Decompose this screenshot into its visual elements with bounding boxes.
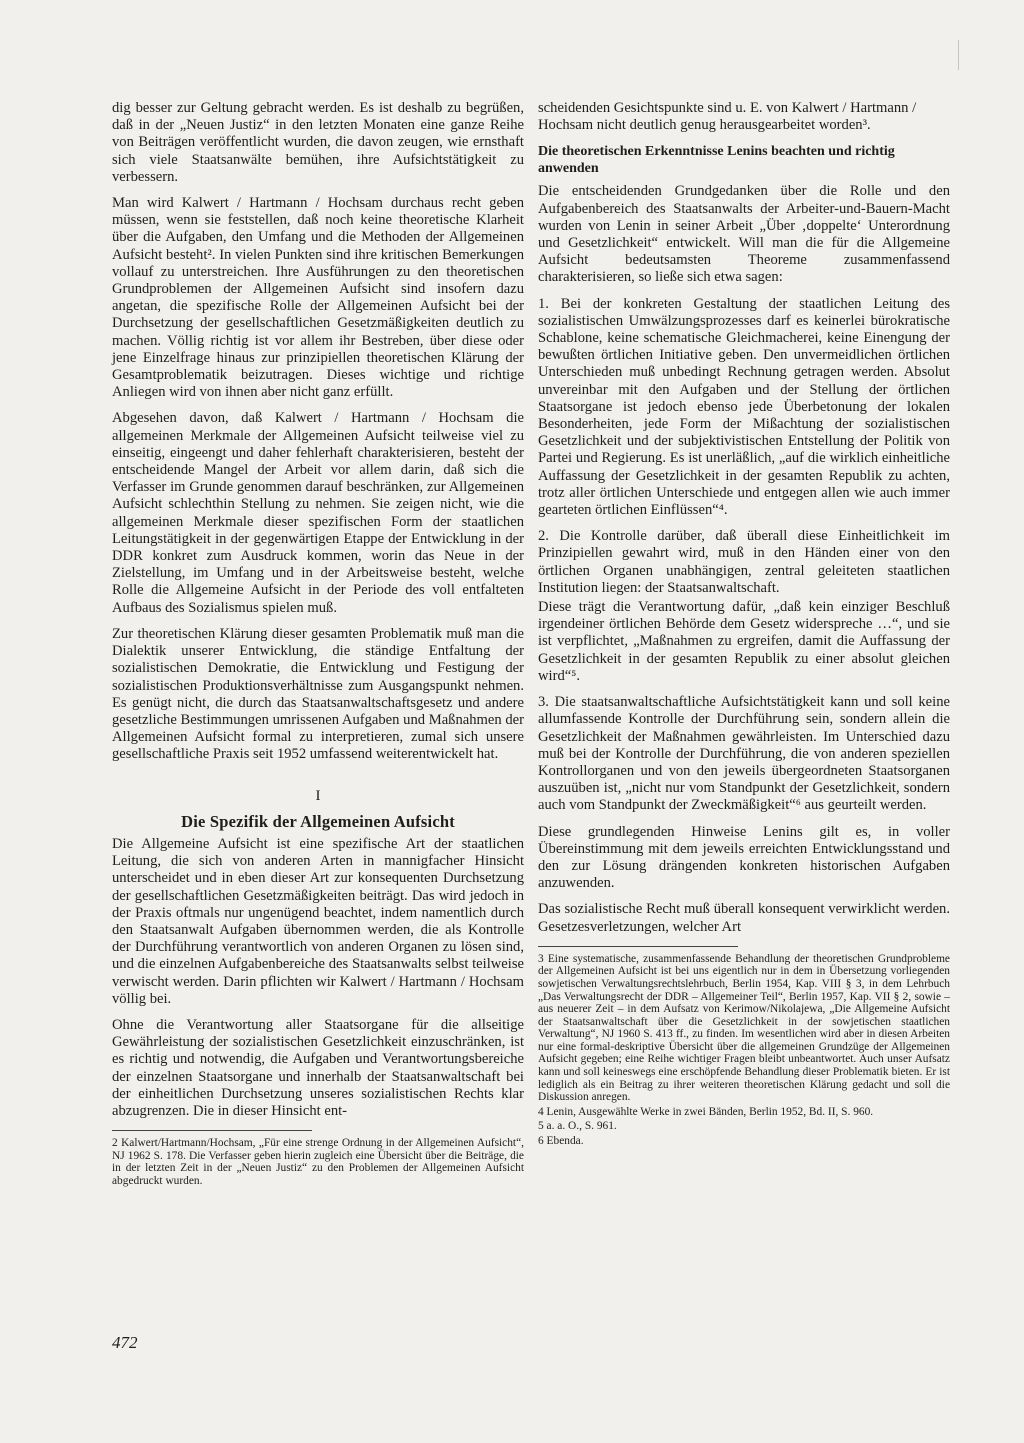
footnote-rule [112, 1130, 312, 1131]
paragraph: 2. Die Kontrolle darüber, daß überall diese Einheitlichkeit im Prinzipiellen gewahrt wird, muß in den Händen einer von den örtlichen Organen unabhängigen, zentral geleiteten staatlichen Institution liegen: der Staatsanwaltschaft. [538, 528, 950, 596]
paragraph: Man wird Kalwert / Hartmann / Hochsam durchaus recht geben müssen, wenn sie feststellen, daß noch keine theoretische Klarheit über die Aufgaben, den Umfang und die Methoden der Allgemeinen Aufsicht besteht². In vielen Punkten sind ihre kritischen Bemerkungen vollauf zu unterstreichen. Ihre Ausführungen zu den theoretischen Grundproblemen der Allgemeinen Aufsicht sind insofern dazu angetan, die spezifische Rolle der Allgemeinen Aufsicht bei der Durchsetzung der gesellschaftlichen Gesetzmäßigkeiten deutlich zu machen. Völlig richtig ist vor allem ihr Bestreben, über diese oder jene Einzelfrage hinaus zur prinzipiellen theoretischen Klärung der Gesamtproblematik beizutragen. Dieses wichtige und richtige Anliegen wird von ihnen aber nicht ganz erfüllt. [112, 195, 524, 401]
paragraph: scheidenden Gesichtspunkte sind u. E. von Kalwert / Hartmann / Hochsam nicht deutlich genug herausgearbeitet worden³. [538, 100, 917, 134]
paragraph: Die entscheidenden Grundgedanken über die Rolle und den Aufgabenbereich des Staatsanwalts der Arbeiter-und-Bauern-Macht wurden von Lenin in seiner Arbeit „Über ‚doppelte‘ Unterordnung und Gesetzlichkeit“ entwickelt. Will man die für die Allgemeine Aufsicht bedeutsamsten Theoreme zusammenfassend charakterisieren, so ließe sich etwa sagen: [538, 183, 950, 286]
section-heading: Die Spezifik der Allgemeinen Aufsicht [181, 811, 455, 831]
footnote: 2 Kalwert/Hartmann/Hochsam, „Für eine strenge Ordnung in der Allgemeinen Aufsicht“, NJ 1962 S. 178. Die Verfasser geben hierin zugleich eine Übersicht über die Beiträge, die in der letzten Zeit in der „Neuen Justiz“ zu den Problemen der Allgemeinen Aufsicht abgedruckt wurden. [112, 1137, 524, 1187]
scan-edge-mark [958, 40, 959, 70]
paragraph: Die Allgemeine Aufsicht ist eine spezifische Art der staatlichen Leitung, die sich von anderen Arten in mannigfacher Hinsicht unterscheidet und in eben dieser Art zur konsequenten Durchsetzung der gesellschaftlichen Gesetzmäßigkeiten beiträgt. Das wird jedoch in der Praxis oftmals nur ungenügend beachtet, indem namentlich durch den Staatsanwalt Aufgaben übernommen werden, die als Kontrolle der Durchführung verantwortlich von anderen Organen zu lösen sind, und die einzelnen Aufgabenbereiche des Staatsanwalts selbst teilweise verwischt werden. Darin pflichten wir Kalwert / Hartmann / Hochsam völlig bei. [112, 835, 524, 1007]
paragraph: 3. Die staatsanwaltschaftliche Aufsichtstätigkeit kann und soll keine allumfassende Kontrolle der Durchführung sein, sondern allein die Gesetzlichkeit der Maßnahmen gewährleisten. Im Unterschied dazu muß bei der Kontrolle der Durchführung, die von anderen speziellen Kontrollorganen und von den jeweils übergeordneten Staatsorganen auszuüben ist, „nicht nur vom Standpunkt der Gesetzlichkeit, sondern auch vom Standpunkt der Zweckmäßigkeit“⁶ aus geurteilt werden. [538, 694, 950, 814]
paragraph: dig besser zur Geltung gebracht werden. Es ist deshalb zu begrüßen, daß in der „Neuen Justiz“ in den letzten Monaten eine ganze Reihe von Beiträgen veröffentlicht wurden, die davon zeugen, wie ernsthaft sich viele Staatsanwälte bemühen, ihre Aufsichtstätigkeit zu verbessern. [112, 100, 524, 185]
right-column [538, 100, 950, 1150]
paragraph: Diese grundlegenden Hinweise Lenins gilt es, in voller Übereinstimmung mit dem jeweils erreichten Entwicklungsstand und den zur Lösung drängenden konkreten historischen Aufgaben anzuwenden. [538, 823, 950, 892]
subheading: Die theoretischen Erkenntnisse Lenins beachten und richtig anwenden [538, 144, 895, 176]
footnote-rule [538, 946, 738, 947]
paragraph: Das sozialistische Recht muß überall konsequent verwirklicht werden. Gesetzesverletzungen, welcher Art [538, 901, 950, 935]
section-number: I [315, 787, 321, 804]
footnote: 5 a. a. O., S. 961. [538, 1120, 617, 1133]
paragraph: 1. Bei der konkreten Gestaltung der staatlichen Leitung des sozialistischen Umwälzungsprozesses darf es keinerlei bürokratische Schablone, keine schematische Gleichmacherei, keine Einengung der bewußten örtlichen Initiative geben. Den unvermeidlichen örtlichen Unterschieden muß unbedingt Rechnung getragen werden. Absolut unvereinbar mit den Aufgaben und der Stellung der örtlichen Staatsorgane ist jedoch ebenso jede Überbetonung der lokalen Besonderheiten, jede Form der Mißachtung der sozialistischen Gesetzlichkeit und der subjektivistischen Entstellung der Politik von Partei und Regierung. Es ist unerläßlich, „auf die wirklich einheitliche Auffassung der Gesetzlichkeit in der gesamten Republik zu achten, trotz aller örtlichen Unterschiede und entgegen allen wie auch immer gearteten örtlichen Einflüssen“⁴. [538, 295, 950, 519]
paragraph: Abgesehen davon, daß Kalwert / Hartmann / Hochsam die allgemeinen Merkmale der Allgemeinen Aufsicht teilweise viel zu einseitig, eingeengt und daher fehlerhaft charakterisieren, besteht der entscheidende Mangel der Arbeit vor allem darin, daß sich die Verfasser im Grunde genommen darauf beschränken, zur Allgemeinen Aufsicht schlechthin Stellung zu nehmen. Sie zeigen nicht, wie die allgemeinen Merkmale dieser spezifischen Form der staatlichen Leitungstätigkeit in der gegenwärtigen Etappe der Entwicklung in der DDR konkret zum Ausdruck kommen, worin das Neue in der Zielstellung, im Umfang und in der Arbeitsweise besteht, welche Rolle die Allgemeine Aufsicht in der Periode des voll entfalteten Aufbaus des Sozialismus spielen muß. [112, 410, 524, 616]
paragraph: Diese trägt die Verantwortung dafür, „daß kein einziger Beschluß irgendeiner örtlichen Behörde dem Gesetz widerspreche …“, und sie ist verpflichtet, „Maßnahmen zu ergreifen, damit die Auffassung der Gesetzlichkeit in der gesamten Republik zu einer absolut gleichen wird“⁵. [538, 599, 950, 684]
footnote: 4 Lenin, Ausgewählte Werke in zwei Bänden, Berlin 1952, Bd. II, S. 960. [538, 1105, 874, 1118]
page-number: 472 [112, 1333, 138, 1352]
left-column [112, 100, 524, 1190]
paragraph: Ohne die Verantwortung aller Staatsorgane für die allseitige Gewährleistung der sozialistischen Gesetzlichkeit einzuschränken, ist es richtig und notwendig, die Aufgaben und Verantwortungsbereiche der einzelnen Staatsorgane und innerhalb der Staatsanwaltschaft bei der einheitlichen Durchsetzung unseres sozialistischen Rechts klar abzugrenzen. Die in dieser Hinsicht ent- [112, 1016, 524, 1119]
footnote: 3 Eine systematische, zusammenfassende Behandlung der theoretischen Grundprobleme der Allgemeinen Aufsicht ist bei uns eigentlich nur in dem in Übersetzung vorliegenden sowjetischen Verwaltungsrechtslehrbuch, Berlin 1954, Kap. VIII § 3, in dem Lehrbuch „Das Verwaltungsrecht der DDR – Allgemeiner Teil“, Berlin 1957, Kap. VII § 2, sowie – aus neuerer Zeit – in dem Aufsatz von Kerimow/Nikolajewa, „Die Allgemeine Aufsicht der Staatsanwaltschaft über die Gesetzlichkeit in der sowjetischen staatlichen Verwaltung“, NJ 1960 S. 413 ff., zu finden. Im wesentlichen wird aber in diesen Arbeiten nur eine formal-deskriptive Übersicht über die allgemeinen Grundzüge der Allgemeinen Aufsicht gegeben; eine Reihe wichtiger Fragen bleibt unbeantwortet. Auch unser Aufsatz kann und soll keineswegs eine erschöpfende Behandlung dieser Problematik bieten. Er ist lediglich als ein Beitrag zu ihrer weiteren theoretischen Klärung gedacht und soll die Diskussion anregen. [538, 952, 950, 1104]
paragraph: Zur theoretischen Klärung dieser gesamten Problematik muß man die Dialektik unserer Entwicklung, die ständige Entfaltung der sozialistischen Demokratie, die Entwicklung und Festigung der sozialistischen Produktionsverhältnisse zum Ausgangspunkt nehmen. Es genügt nicht, die durch das Staatsanwaltschaftsgesetz und andere gesetzliche Bestimmungen umrissenen Aufgaben und Maßnahmen der Allgemeinen Aufsicht formal zu interpretieren, zumal sich unsere gesellschaftliche Praxis seit 1952 umfassend weiterentwickelt hat. [112, 625, 524, 763]
footnote: 6 Ebenda. [538, 1135, 584, 1148]
